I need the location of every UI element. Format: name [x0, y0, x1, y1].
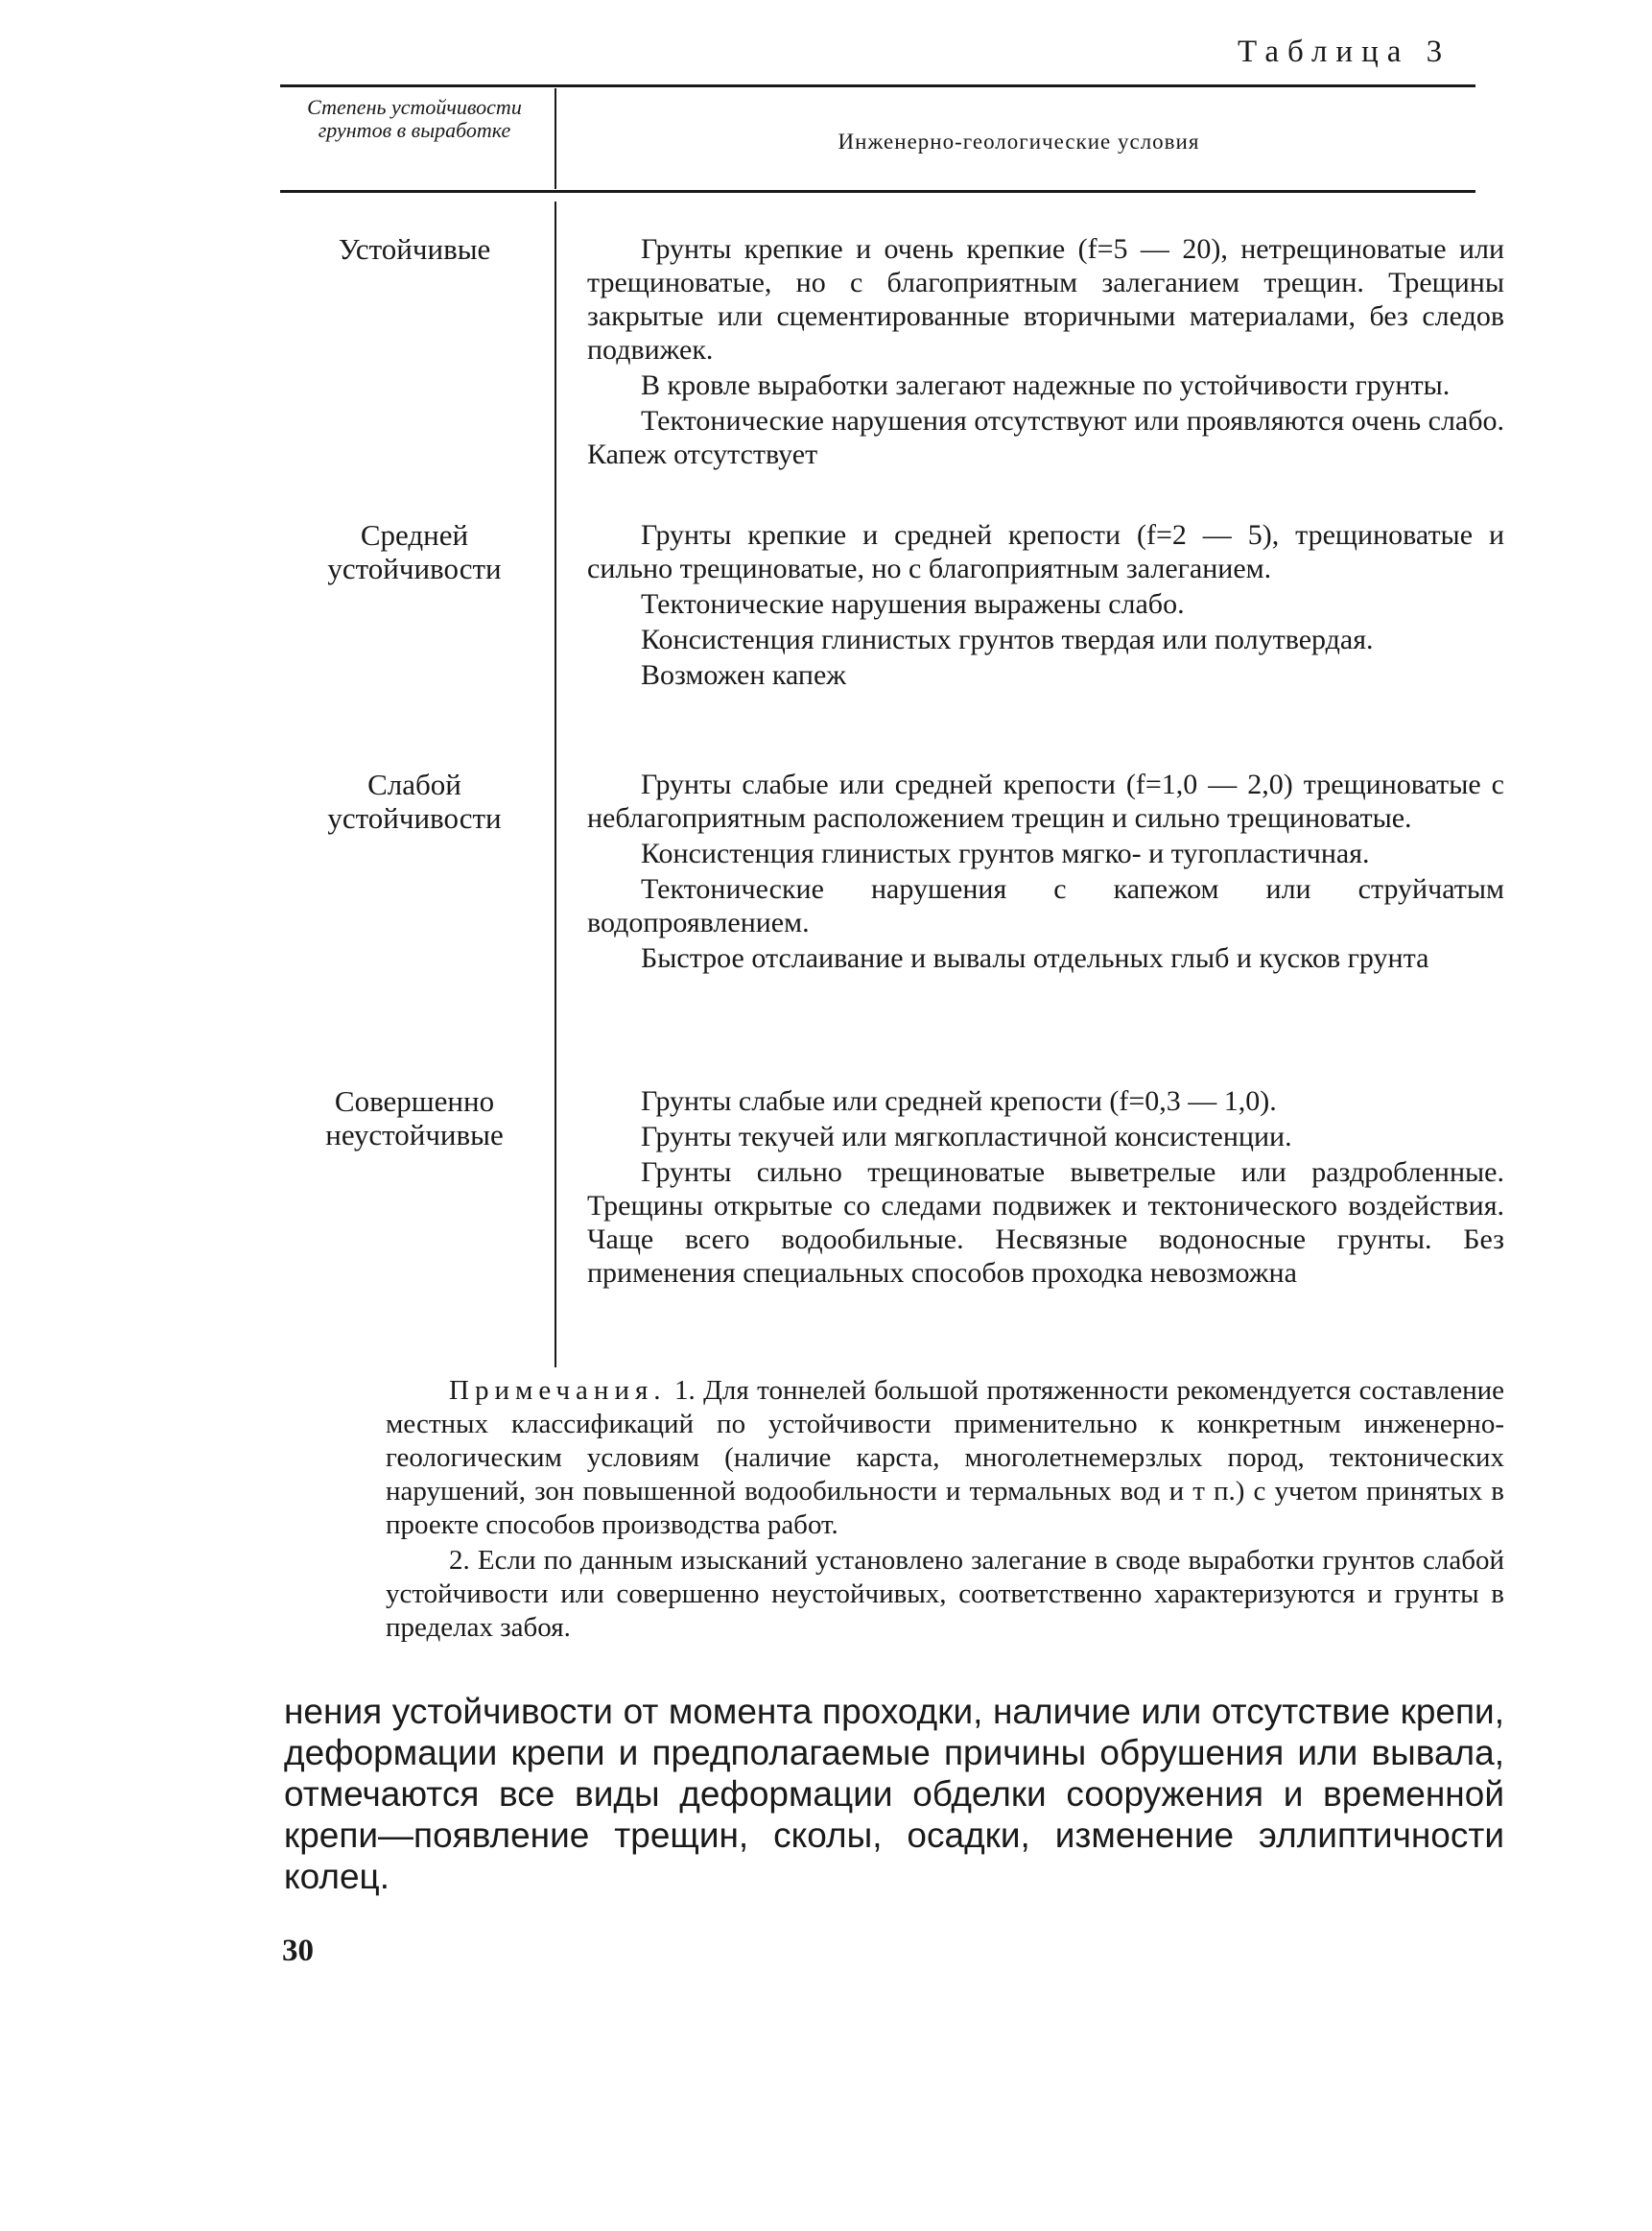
note-2: 2. Если по данным изысканий установлено залегание в своде выработки грунтов слабой устойчивости или совершенно неустойчивых, соответственно характеризуются и грунты в пределах забоя. [386, 1545, 1504, 1643]
row-paragraph: Грунты крепкие и средней крепости (f=2 — 5), трещиноватые и сильно трещиноватые, но с благоприятным залеганием. [587, 519, 1504, 584]
body-paragraph: нения устойчивости от момента проходки, наличие или отсутствие крепи, деформации крепи и предполагаемые причины обрушения или вывала, отмечаются все виды деформации обделки сооружения и временной крепи—появление трещин, сколы, осадки, изменение эллиптичности колец. [284, 1692, 1504, 1896]
row-text-unstable [587, 1084, 1504, 1292]
note-1-text: 1. Для тоннелей большой протяженности рекомендуется составление местных классификаций по устойчивости применительно к конкретным инженерно-геологическим условиям (наличие карста, многолетнемерзлых пород, тектонических нарушений, зон повышенной водообильности и термальных вод и т п.) с учетом принятых в проекте способов производства работ. [386, 1375, 1504, 1540]
row-label-weak: Слабой устойчивости [327, 768, 502, 835]
row-paragraph: В кровле выработки залегают надежные по устойчивости грунты. [641, 369, 1451, 401]
table-top-rule [280, 84, 1475, 87]
row-paragraph: Тектонические нарушения отсутствуют или проявляются очень слабо. Капеж отсутствует [587, 405, 1504, 470]
row-paragraph: Грунты сильно трещиноватые выветрелые или раздробленные. Трещины открытые со следами подвижек и тектонического воздействия. Чаще всего водообильные. Несвязные водоносные грунты. Без применения специальных способов проходка невозможна [587, 1156, 1504, 1289]
row-paragraph: Грунты слабые или средней крепости (f=1,0 — 2,0) трещиноватые с неблагоприятным расположением трещин и сильно трещиноватые. [587, 769, 1504, 834]
table-caption: Таблица 3 [1238, 35, 1451, 69]
row-text-stable [587, 232, 1504, 473]
header-engineering-conditions: Инженерно-геологические условия [838, 130, 1200, 154]
header-stability-degree: Степень устойчивости грунтов в выработке [307, 95, 522, 142]
row-paragraph: Грунты слабые или средней крепости (f=0,3 — 1,0). [641, 1085, 1277, 1117]
notes-heading: Примечания. [449, 1375, 667, 1406]
row-paragraph: Консистенция глинистых грунтов твердая или полутвердая. [641, 624, 1374, 655]
row-paragraph: Возможен капеж [641, 659, 847, 691]
header-column-divider [555, 88, 556, 189]
row-paragraph: Грунты крепкие и очень крепкие (f=5 — 20), нетрещиноватые или трещиноватые, но с благоприятным залеганием трещин. Трещины закрытые или сцементированные вторичными материалами, без следов подвижек. [587, 233, 1504, 366]
row-paragraph: Быстрое отслаивание и вывалы отдельных глыб и кусков грунта [641, 942, 1429, 974]
table-header-rule [280, 190, 1475, 193]
row-paragraph: Тектонические нарушения выражены слабо. [641, 588, 1185, 620]
row-paragraph: Тектонические нарушения с капежом или струйчатым водопроявлением. [587, 873, 1504, 938]
row-paragraph: Консистенция глинистых грунтов мягко- и тугопластичная. [641, 838, 1370, 869]
row-label-unstable: Совершенно неустойчивые [325, 1084, 504, 1151]
row-label-medium: Средней устойчивости [327, 518, 502, 585]
page-number: 30 [282, 1934, 314, 1968]
row-label-stable: Устойчивые [338, 232, 491, 266]
row-text-weak [587, 768, 1504, 977]
row-text-medium [587, 518, 1504, 694]
table-notes [386, 1374, 1504, 1647]
body-column-divider [555, 202, 556, 1367]
row-paragraph: Грунты текучей или мягкопластичной консистенции. [641, 1121, 1292, 1152]
note-1 [386, 1374, 1504, 1542]
